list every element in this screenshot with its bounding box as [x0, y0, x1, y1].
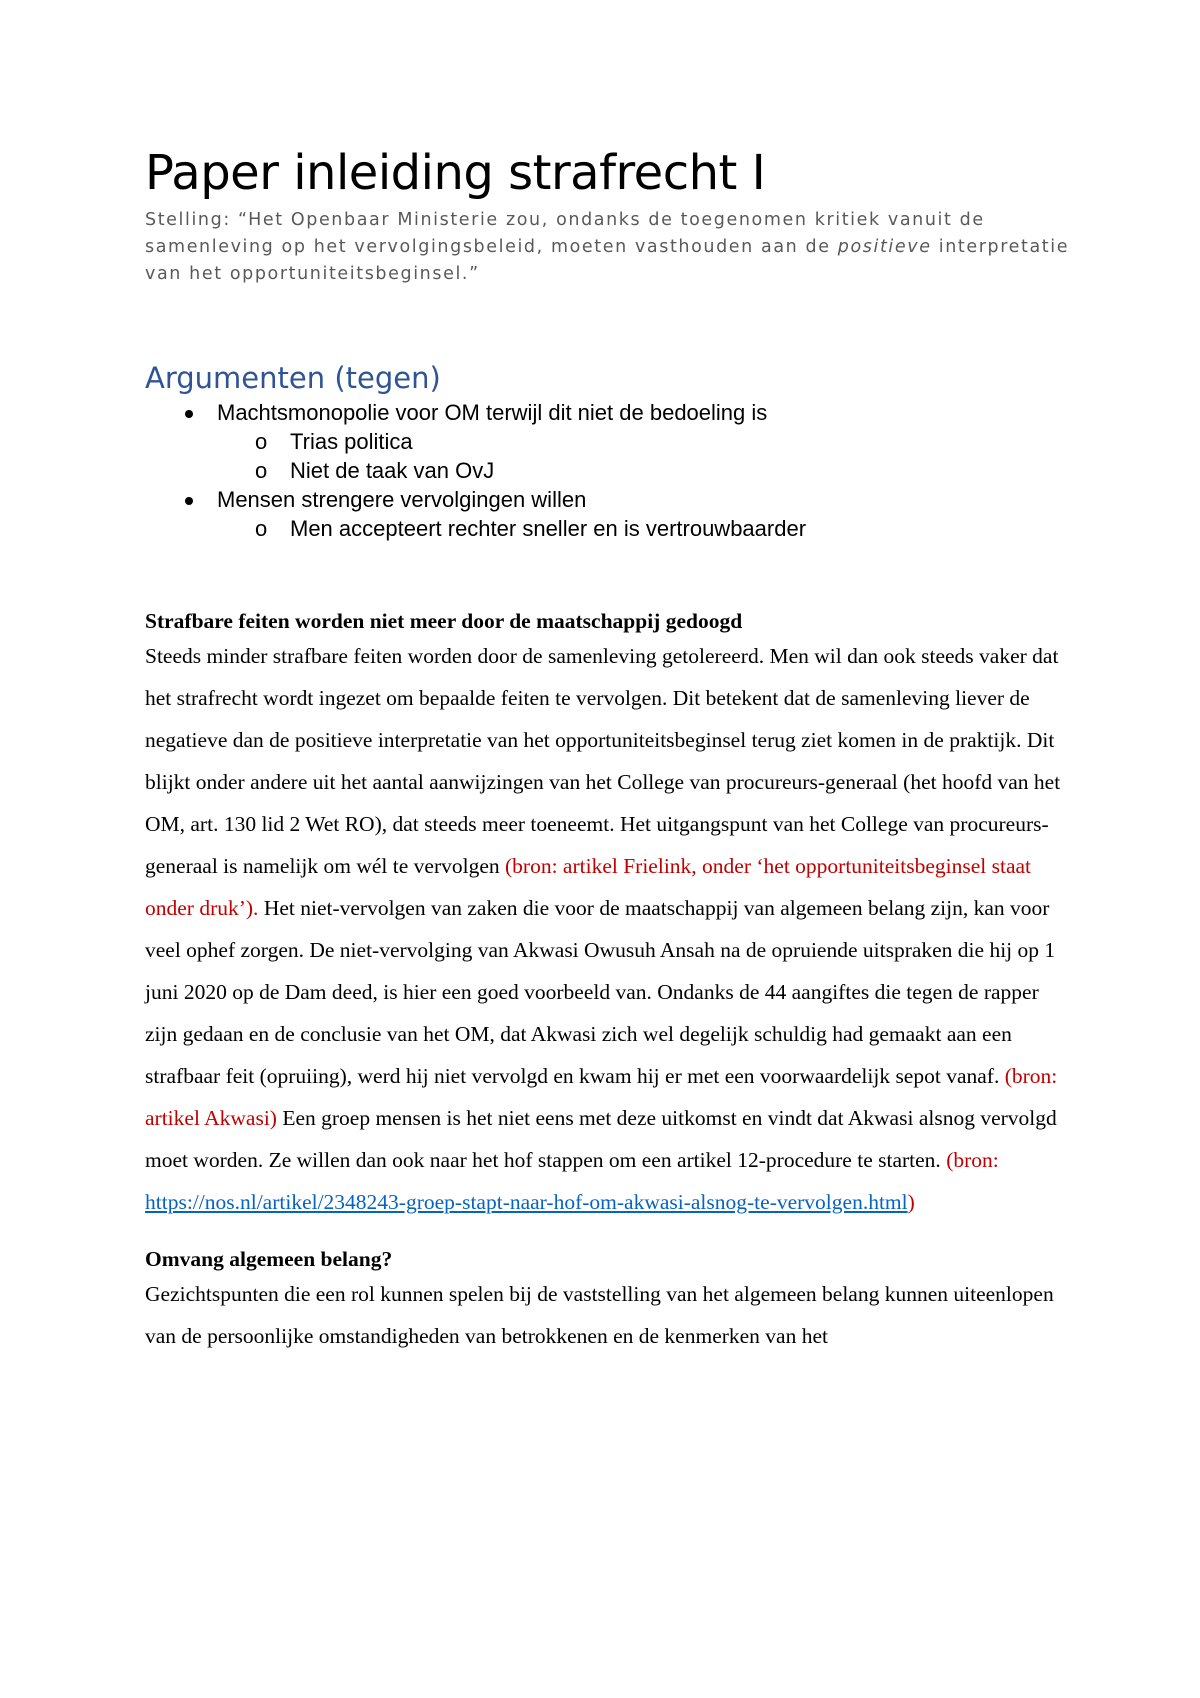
sub-bullet-icon: o — [255, 516, 268, 541]
section-heading: Omvang algemeen belang? — [145, 1247, 393, 1271]
sub-list-item-label: Trias politica — [290, 429, 413, 454]
section-body: Gezichtspunten die een rol kunnen spelen bij de vaststelling van het algemeen belang kunnen uiteenlopen van de persoonlijke omstandigheden van betrokkenen en de kenmerken van het — [145, 1282, 1054, 1348]
bullet-icon — [185, 497, 193, 505]
source-reference: (bron: — [946, 1148, 999, 1172]
sub-list-item-label: Niet de taak van OvJ — [290, 458, 495, 483]
body-text: Steeds minder strafbare feiten worden door de samenleving getolereerd. Men wil dan ook steeds vaker dat het strafrecht wordt ingezet om bepaalde feiten te vervolgen. Dit betekent dat de samenleving liever de negatieve dan de positieve interpretatie van het opportuniteitsbeginsel terug ziet komen in de praktijk. Dit blijkt onder andere uit het aantal aanwijzingen van het College van procureurs-generaal (het hoofd van het OM, art. 130 lid 2 Wet RO), dat steeds meer toeneemt. Het uitgangspunt van het College van procureurs-generaal is namelijk om wél te vervolgen — [145, 644, 1061, 878]
list-item — [145, 485, 1075, 543]
list-item-label: Mensen strengere vervolgingen willen — [217, 487, 587, 512]
subtitle-italic: positieve — [837, 237, 932, 257]
sub-list — [217, 514, 1075, 543]
subtitle-text-2: interpretatie van het opportuniteitsbeginsel.” — [145, 237, 1070, 284]
list-item-label: Machtsmonopolie voor OM terwijl dit niet de bedoeling is — [217, 400, 768, 425]
document-title: Paper inleiding strafrecht I — [145, 145, 766, 201]
sub-list-item — [145, 514, 1075, 543]
document-content — [145, 143, 1075, 1357]
section-heading: Strafbare feiten worden niet meer door de maatschappij gedoogd — [145, 609, 743, 633]
sub-list-item — [145, 456, 1075, 485]
section-omvang-algemeen-belang — [145, 1245, 1075, 1357]
sub-list-item-label: Men accepteert rechter sneller en is vertrouwbaarder — [290, 516, 807, 541]
source-reference: ) — [907, 1190, 915, 1214]
body-text: Het niet-vervolgen van zaken die voor de maatschappij van algemeen belang zijn, kan voor veel ophef zorgen. De niet-vervolging van Akwasi Owusuh Ansah na de opruiende uitspraken die hij op 1 juni 2020 op de Dam deed, is hier een goed voorbeeld van. Ondanks de 44 aangiftes die tegen de rapper zijn gedaan en de conclusie van het OM, dat Akwasi zich wel degelijk schuldig had gemaakt aan een strafbaar feit (opruiing), werd hij niet vervolgd en kwam hij er met een voorwaardelijk sepot vanaf. — [145, 896, 1056, 1088]
sub-bullet-icon: o — [255, 429, 268, 454]
source-reference: (bron: artikel Frielink, onder ‘het opportuniteitsbeginsel staat onder druk’). — [145, 854, 1032, 920]
sub-bullet-icon: o — [255, 458, 268, 483]
list-item — [145, 398, 1075, 485]
document-subtitle — [145, 207, 1070, 288]
subtitle-text-1: Stelling: “Het Openbaar Ministerie zou, ondanks de toegenomen kritiek vanuit de samenleving op het vervolgingsbeleid, moeten vasthouden aan de — [145, 210, 985, 257]
sub-list — [217, 427, 1075, 485]
bullet-icon — [185, 410, 193, 418]
section-body — [145, 635, 1075, 1223]
arguments-heading: Argumenten (tegen) — [145, 361, 441, 395]
body-text: Een groep mensen is het niet eens met deze uitkomst en vindt dat Akwasi alsnog vervolgd moet worden. Ze willen dan ook naar het hof stappen om een artikel 12-procedure te starten. — [145, 1106, 1057, 1172]
source-link[interactable]: https://nos.nl/artikel/2348243-groep-stapt-naar-hof-om-akwasi-alsnog-te-vervolgen.html — [145, 1190, 908, 1214]
section-strafbare-feiten — [145, 607, 1075, 1223]
source-reference: (bron: artikel Akwasi) — [145, 1064, 1058, 1130]
arguments-list — [145, 398, 1075, 543]
sub-list-item — [145, 427, 1075, 456]
